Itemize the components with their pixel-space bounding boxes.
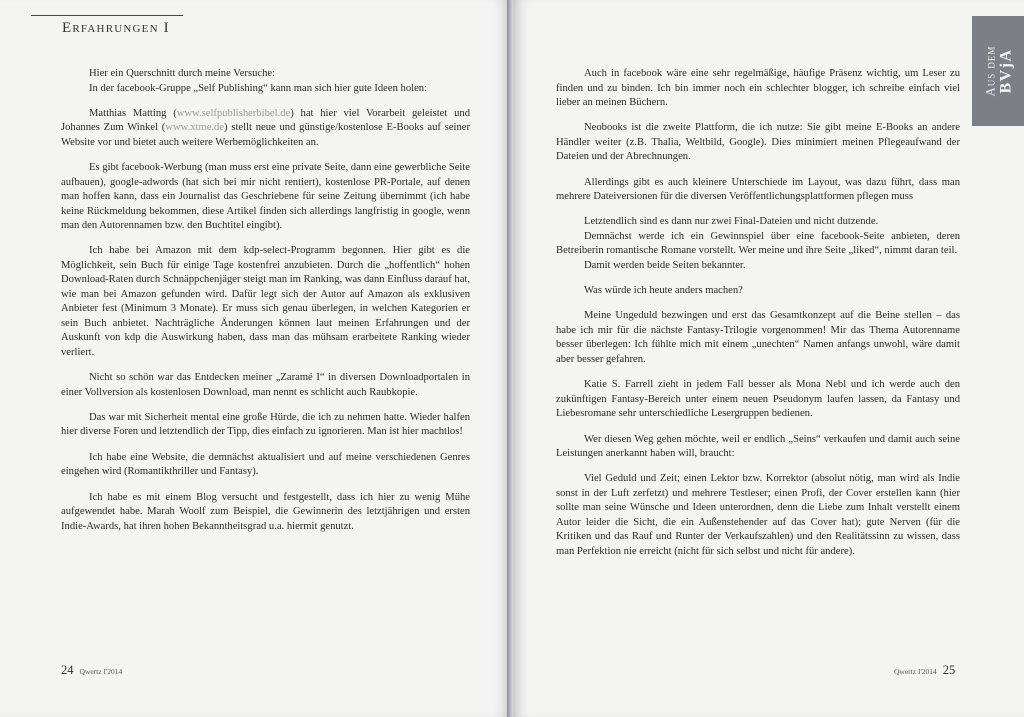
right-page	[513, 0, 1024, 717]
paragraph: Demnächst werde ich ein Gewinnspiel über eine facebook-Seite anbieten, deren Betreiberin romantische Romane vorstellt. Wer meine und ihre Seite „liked“, nimmt daran teil.	[556, 230, 960, 257]
page-number: 25	[942, 663, 956, 677]
page-footer-left	[61, 663, 128, 678]
paragraph: Ich habe bei Amazon mit dem kdp-select-Programm begonnen. Hier gibt es die Möglichkeit, sein Buch für einige Tage kostenfrei anzubieten. Durch die „hoffentlich“ hohen Download-Raten durch Schnäppchenjäger steigt man im Ranking, was dann Einfluss darauf hat, wie man bei Amazon gefunden wird. Dafür legt sich der Autor auf Amazon als exklusiven Anbieter fest (Minimum 3 Monate). Er muss sich genau überlegen, in welchen Kategorien er sein Buch anbietet. Nachträgliche Änderungen können laut meinen Erfahrungen und der Auskunft von kdp die Auswirkung haben, dass man das mühsam erarbeitete Ranking wieder verliert.	[61, 245, 470, 358]
section-tab-label: Aus dem BVjA	[982, 45, 1014, 97]
page-footer-right	[888, 663, 955, 678]
paragraph: Letztendlich sind es dann nur zwei Final-Dateien und nicht dutzende.	[584, 216, 879, 228]
left-page	[0, 0, 507, 717]
chapter-title: Erfahrungen I	[62, 20, 170, 36]
website-url[interactable]: www.selfpublisherbibel.de	[176, 107, 291, 119]
paragraph: Matthias Matting (www.selfpublisherbibel.de) hat hier viel Vorarbeit geleistet und Johannes Zum Winkel (www.xtme.de) stellt neue und günstige/kostenlose E-Books auf seiner Website vor und bietet auch weitere Werbemöglichkeiten an.	[61, 107, 470, 148]
paragraph: Ich habe eine Website, die demnächst aktualisiert und auf meine verschiedenen Genres eingehen wird (Romantikthriller und Fantasy).	[61, 451, 470, 478]
paragraph: Hier ein Querschnitt durch meine Versuche:	[89, 68, 276, 79]
paragraph: Allerdings gibt es auch kleinere Unterschiede im Layout, was dazu führt, dass man mehrere Dateiversionen für die diversen Veröffentlichungsplattformen pflegen muss	[556, 176, 960, 203]
paragraph: Wer diesen Weg gehen möchte, weil er endlich „Seins“ verkaufen und damit auch seine Leistungen anerkannt haben will, braucht:	[556, 433, 960, 460]
paragraph: Es gibt facebook-Werbung (man muss erst eine private Seite, dann eine gewerbliche Seite aufbauen), google-adwords (hat sich bei mir nicht rentiert), kostenlose PR-Portale, auf denen man hoffen kann, dass ein Journalist das Geschriebene für seine Zeitung übernimmt (ich habe keine Rückmeldung bekommen, diese Artikel finden sich allerdings langfristig in google, wenn man den Autorennamen bzw. den Buchtitel eingibt).	[61, 162, 470, 232]
paragraph: Neobooks ist die zweite Plattform, die ich nutze: Sie gibt meine E-Books an andere Händler weiter (z.B. Thalia, Weltbild, Google). Dies minimiert meinen Pflegeaufwand der Dateien und der Abrechnungen.	[556, 122, 960, 163]
paragraph: Nicht so schön war das Entdecken meiner „Zaramé I“ in diversen Downloadportalen in einer Vollversion als kostenlosen Download, man nennt es schlicht auch Raubkopie.	[61, 372, 470, 398]
paragraph: Viel Geduld und Zeit; einen Lektor bzw. Korrektor (absolut nötig, man wird als Indie sonst in der Luft zerfetzt) und mehrere Testleser; einen Profi, der Cover erstellen kann (hier sollte man seine Wünsche und Ideen unterordnen, denn die Liebe zum Inhalt verstellt einem Autor leider die Sicht, die ein Außenstehender auf das Cover hat); gute Nerven (für die Kritiken und das Rauf und Runter der Verkaufszahlen) und den Realitätssinn zu wissen, dass man Perfektion nie erreicht (nicht für sich selbst und nicht für andere).	[556, 473, 960, 557]
magazine-issue: Qwertz I'2014	[79, 667, 123, 676]
paragraph: Auch in facebook wäre eine sehr regelmäßige, häufige Präsenz wichtig, um Leser zu finden und zu binden. Ich bin immer noch ein schlechter blogger, ich schreibe einfach viel lieber an meinen Büchern.	[556, 68, 960, 108]
magazine-issue: Qwertz I'2014	[894, 667, 937, 676]
header-rule	[31, 15, 183, 16]
paragraph: Katie S. Farrell zieht in jedem Fall besser als Mona Nebl und ich werde auch den zukünftigen Fantasy-Bereich unter einem neuen Pseudonym laufen lassen, da Fantasy und Liebesromane sehr unterschiedliche Lesergruppen bedienen.	[556, 379, 960, 420]
website-url[interactable]: www.xtme.de	[165, 122, 225, 134]
paragraph: Was würde ich heute anders machen?	[584, 285, 743, 297]
page-number: 24	[61, 663, 74, 677]
paragraph: Meine Ungeduld bezwingen und erst das Gesamtkonzept auf die Beine stellen – das habe ich mir für die nächste Fantasy-Trilogie vorgenommen! Mir das Thema Autorenname besser überlegen: Ich fühlte mich mit einem „unechten“ Namen anfangs unwohl, wäre damit aber besser gefahren.	[556, 310, 960, 365]
section-tab	[972, 16, 1024, 126]
paragraph: In der facebook-Gruppe „Self Publishing“ kann man sich hier gute Ideen holen:	[89, 82, 428, 94]
paragraph: Das war mit Sicherheit mental eine große Hürde, die ich zu nehmen hatte. Wieder halfen hier diverse Foren und letztendlich der Tipp, dies einfach zu ignorieren. Man ist hier machtlos!	[61, 411, 470, 438]
paragraph: Ich habe es mit einem Blog versucht und festgestellt, dass ich hier zu wenig Mühe aufgewendet habe. Marah Woolf zum Beispiel, die Gewinnerin des letztjährigen und ersten Indie-Awards, hat ihren hohen Bekanntheitsgrad u.a. hiermit genutzt.	[61, 491, 470, 532]
left-text-column	[61, 67, 470, 545]
right-text-column	[556, 67, 960, 570]
paragraph: Damit werden beide Seiten bekannter.	[584, 259, 746, 271]
